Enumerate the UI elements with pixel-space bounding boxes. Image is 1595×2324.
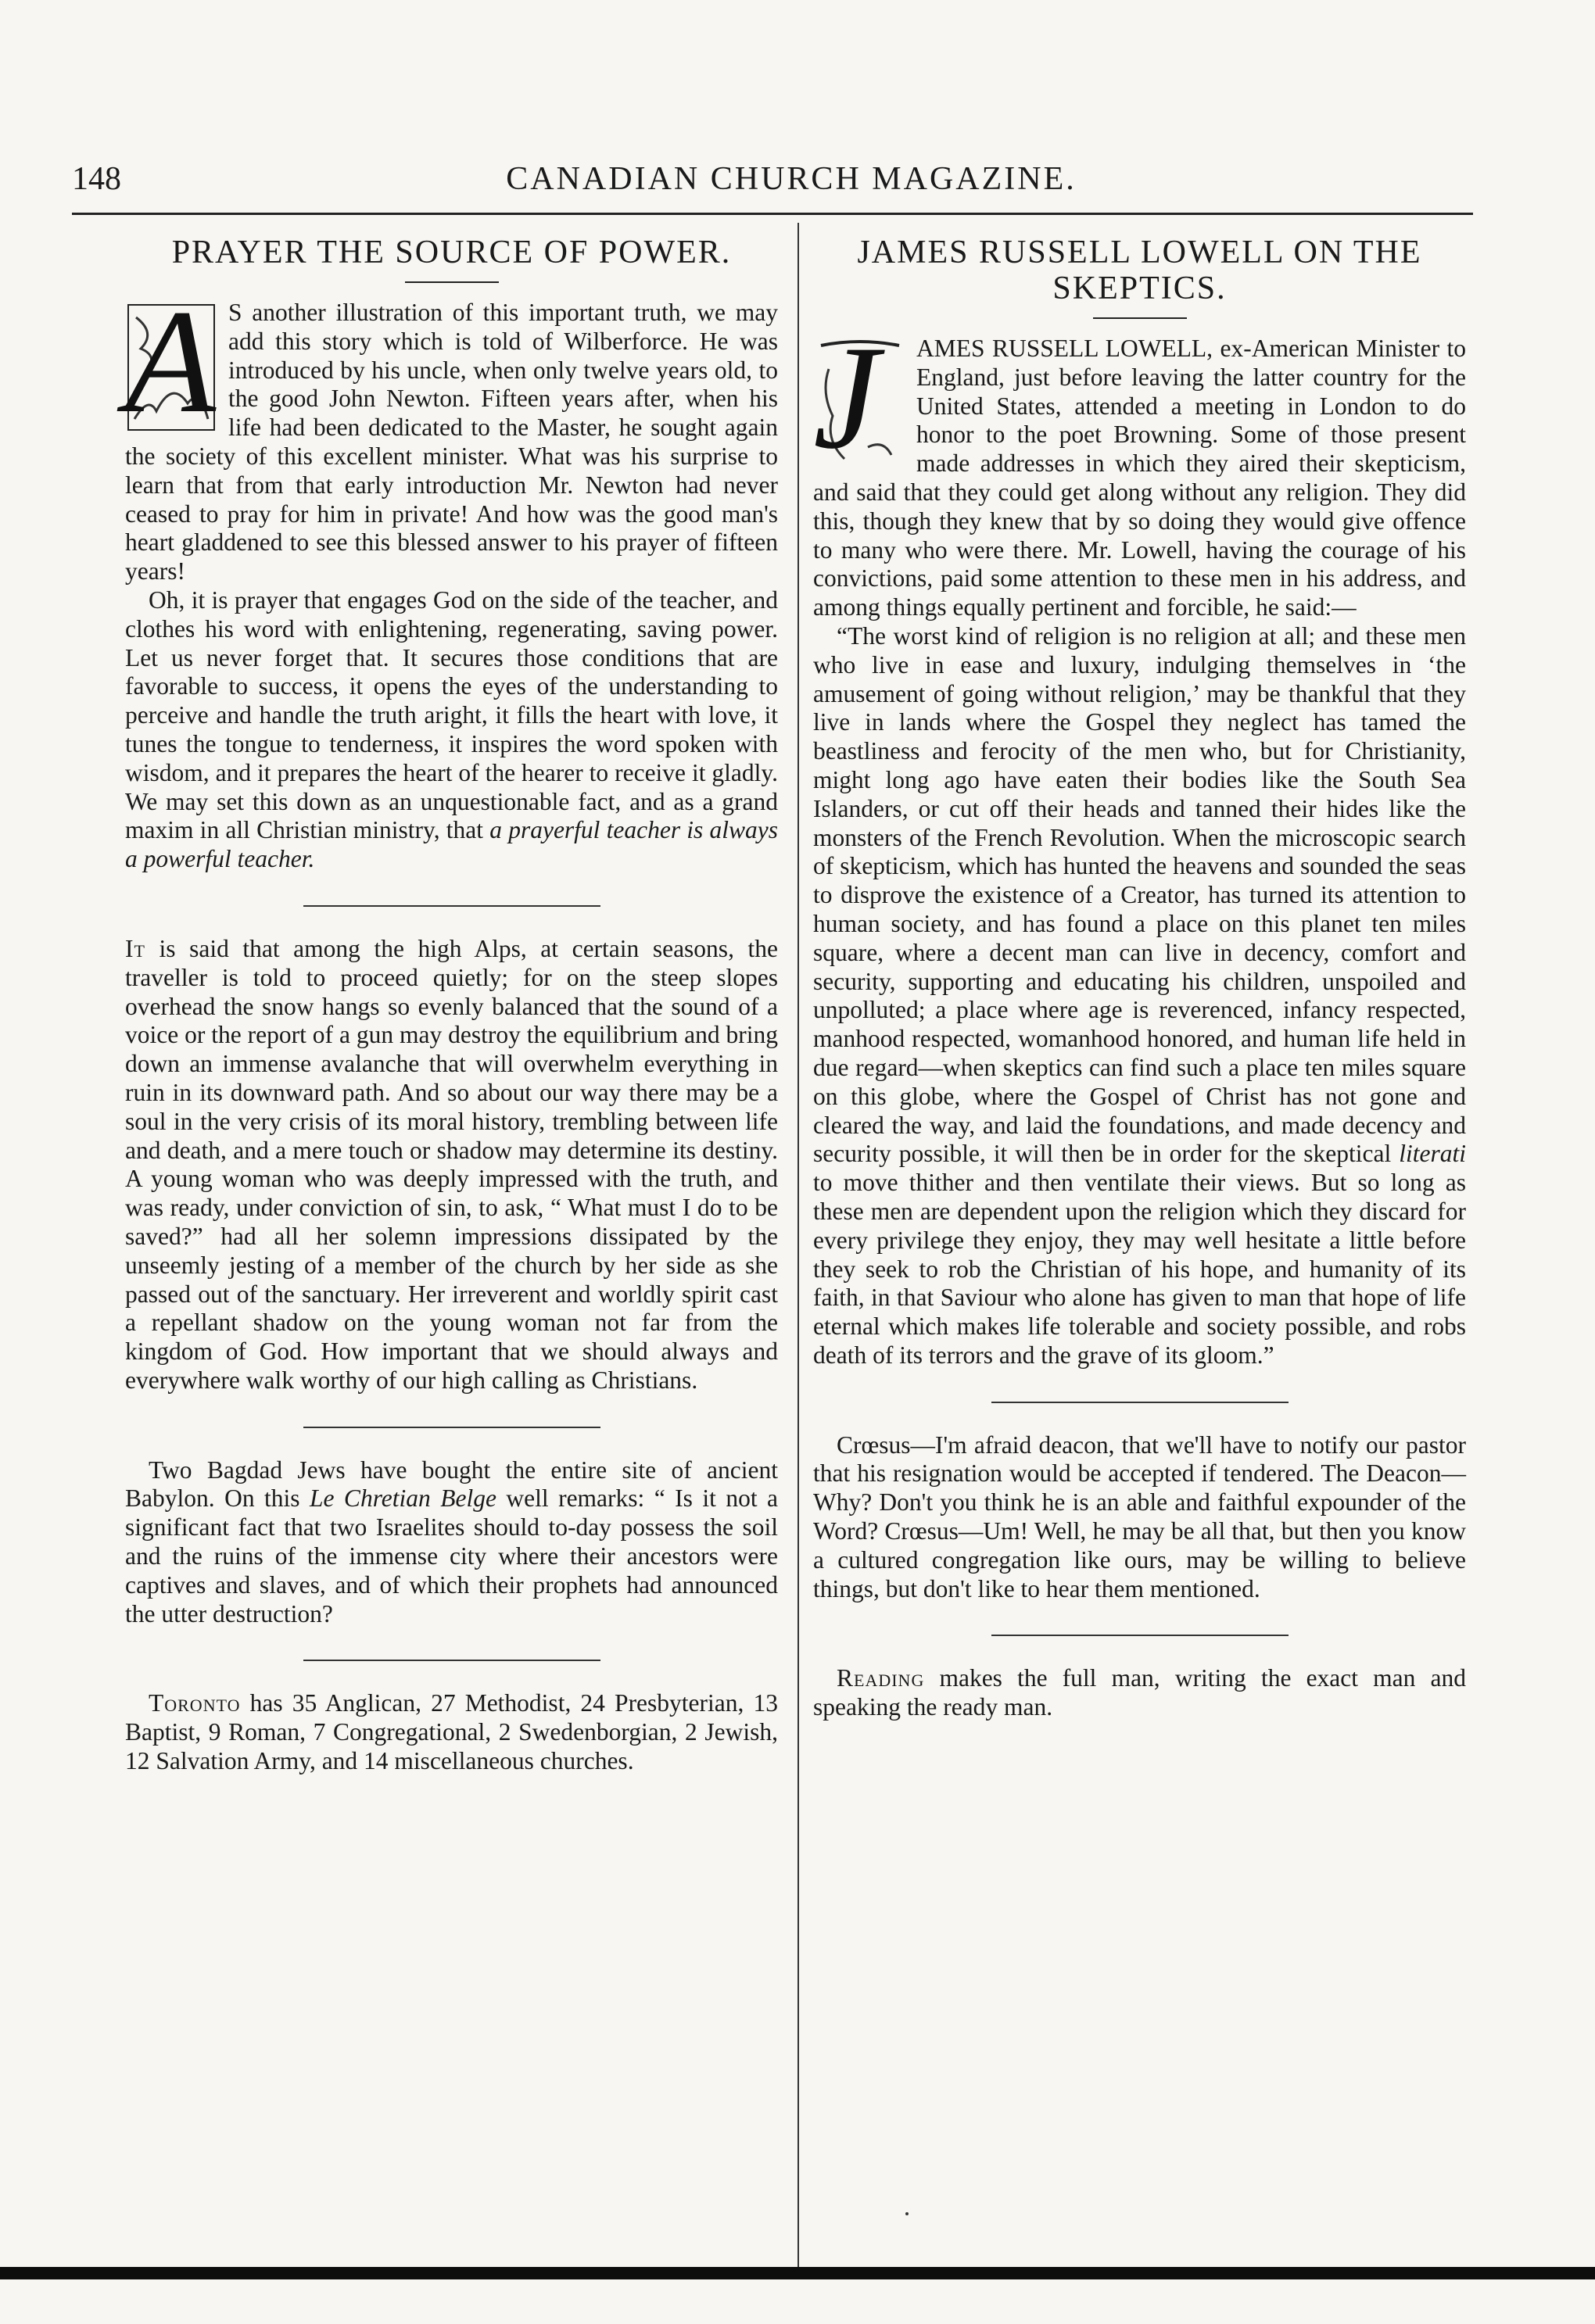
article-prayer: [125, 235, 778, 874]
dropcap-letter: A: [125, 280, 217, 444]
article-croesus: [813, 1431, 1466, 1604]
paragraph-text: makes the full man, writing the exact man and speaking the ready man.: [813, 1664, 1466, 1721]
column-divider: [798, 223, 799, 2267]
paragraph: [813, 1664, 1466, 1722]
article-title: JAMES RUSSELL LOWELL ON THE SKEPTICS.: [857, 235, 1422, 306]
paragraph-text: is said that among the high Alps, at certain seasons, the traveller is told to proceed quietly; for on the steep slopes overhead the snow hangs so evenly balanced that the sound of a voice or the report of a gun may destroy the equilibrium and bring down an immense avalanche that will overwhelm everything in ruin in its downward path. And so about our way there may be a soul in the very crisis of its moral history, trembling between life and death, and a mere touch or shadow may determine its destiny. A young woman who was deeply impressed with the truth, and was ready, under conviction of sin, to ask, “ What must I do to be saved?” had all her solemn impressions dissipated by the unseemly jesting of a member of the church by her side as she passed out of the sanctuary. Her irreverent and worldly spirit cast a repellant shadow on the young woman not far from the kingdom of God. How important that we should always and everywhere walk worthy of our high calling as Christians.: [125, 934, 778, 1394]
article-lowell: [813, 235, 1466, 1370]
article-babylon: [125, 1456, 778, 1629]
page-number: 148: [72, 161, 121, 197]
paragraph-text: to move thither and then ventilate their views. But so long as these men are dependent upon the religion which they discard for every privilege they enjoy, they may well hesitate a little before they seek to rob the Christian of his hope, and humanity of its faith, in that Saviour who alone has given to man that hope of life eternal which makes life tolerable and society possible, and robs death of its terrors and the grave of its gloom.”: [813, 1169, 1466, 1369]
article-title: PRAYER THE SOURCE OF POWER.: [171, 235, 732, 270]
right-column: [813, 235, 1466, 1722]
ink-speck: [905, 2212, 909, 2215]
lead-word: Toronto: [149, 1689, 241, 1717]
article-reading: [813, 1664, 1466, 1722]
paragraph-text: well remarks: “ Is it not a significant fact that two Israelites should to-day possess the soil and the ruins of the immense city where their ancestors were captives and slaves, and of which their prophets had announced the utter destruction?: [125, 1484, 778, 1628]
paragraph: S another illustration of this important truth, we may add this story which is told of Wilberforce. He was introduced by his uncle, when only twelve years old, to the good John Newton. Fifteen years after, when his life had been dedicated to the Master, he sought again the society of this excellent minister. What was his surprise to learn that from that early introduction Mr. Newton had never ceased to pray for him in private! And how was the good man's heart gladdened to see this blessed answer to his prayer of fifteen years!: [125, 299, 778, 585]
article-toronto: [125, 1689, 778, 1775]
title-rule: [1093, 317, 1187, 319]
paragraph: [813, 622, 1466, 1370]
header-rule: [72, 213, 1473, 215]
italic-word: literati: [1399, 1140, 1466, 1168]
running-head: CANADIAN CHURCH MAGAZINE.: [506, 161, 1077, 197]
section-rule: [303, 1660, 600, 1661]
paragraph-text: has 35 Anglican, 27 Methodist, 24 Presbyterian, 13 Baptist, 9 Roman, 7 Congregational, 2 Swedenborgian, 2 Jewish, 12 Salvation Army, and 14 miscellaneous churches.: [125, 1689, 778, 1775]
article-alps: [125, 935, 778, 1395]
italic-title: Le Chretian Belge: [309, 1484, 496, 1513]
paragraph-text: Two Bagdad Jews have bought the entire site of ancient Babylon. On this: [125, 1456, 778, 1513]
dropcap-letter: J: [813, 316, 880, 480]
page-bottom-bar: [0, 2267, 1595, 2279]
paragraph: AMES RUSSELL LOWELL, ex-American Minister to England, just before leaving the latter country for the United States, attended a meeting in London to do honor to the poet Browning. Some of those present made addresses in which they aired their skepticism, and said that they could get along without any religion. They did this, though they knew that by so doing they would give offence to many who were there. Mr. Lowell, having the courage of his convictions, paid some attention to these men in his address, and among things equally pertinent and forcible, he said:—: [813, 335, 1466, 621]
paragraph: [125, 1689, 778, 1775]
section-rule: [303, 905, 600, 907]
section-rule: [991, 1635, 1289, 1636]
italic-phrase: a prayerful teacher is always a powerful teacher.: [125, 816, 778, 873]
section-rule: [303, 1427, 600, 1428]
left-column: [125, 235, 778, 1776]
paragraph: [125, 935, 778, 1395]
lead-word: Reading: [837, 1664, 925, 1692]
ornamental-dropcap: [125, 280, 217, 444]
ornamental-dropcap: [813, 316, 905, 480]
paragraph: Crœsus—I'm afraid deacon, that we'll have to notify our pastor that his resignation would be accepted if tendered. The Deacon—Why? Don't you think he is an able and faithful expounder of the Word? Crœsus—Um! Well, he may be all that, but then you know a cultured congregation like ours, may be willing to believe things, but don't like to hear them mentioned.: [813, 1431, 1466, 1602]
paragraph-text: Oh, it is prayer that engages God on the side of the teacher, and clothes his word with enlightening, regenerating, saving power. Let us never forget that. It secures those conditions that are favorable to success, it opens the eyes of the understanding to perceive and handle the truth aright, it fills the heart with love, it tunes the tongue to tenderness, it inspires the word spoken with wisdom, and it prepares the heart of the hearer to receive it gladly. We may set this down as an unquestionable fact, and as a grand maxim in all Christian ministry, that: [125, 585, 778, 844]
paragraph-text: “The worst kind of religion is no religion at all; and these men who live in ease and luxury, indulging themselves in ‘the amusement of going without religion,’ may be thankful that they live in lands where the Gospel they neglect has tamed the beastliness and ferocity of the men who, but for Christianity, might long ago have eaten their bodies like the South Sea Islanders, or cut off their heads and tanned their hides like the monsters of the French Revolution. When the microscopic search of skepticism, which has hunted the heavens and sounded the seas to disprove the existence of a Creator, has turned its attention to human society, and has found a place on this planet ten miles square, where a decent man can live in decency, comfort and security, supporting and educating his children, unspoiled and unpolluted; a place where age is reverenced, infancy respected, manhood respected, womanhood honored, and human life held in due regard—when skeptics can find such a place ten miles square on this globe, where the Gospel of Christ has not gone and cleared the way, and laid the foundations, and made decency and security possible, it will then be in order for the skeptical: [813, 621, 1466, 1168]
lead-word: It: [125, 934, 145, 962]
section-rule: [991, 1402, 1289, 1403]
paragraph: [125, 586, 778, 874]
page-header: [72, 160, 1511, 207]
title-rule: [405, 281, 499, 283]
paragraph: [125, 1456, 778, 1629]
